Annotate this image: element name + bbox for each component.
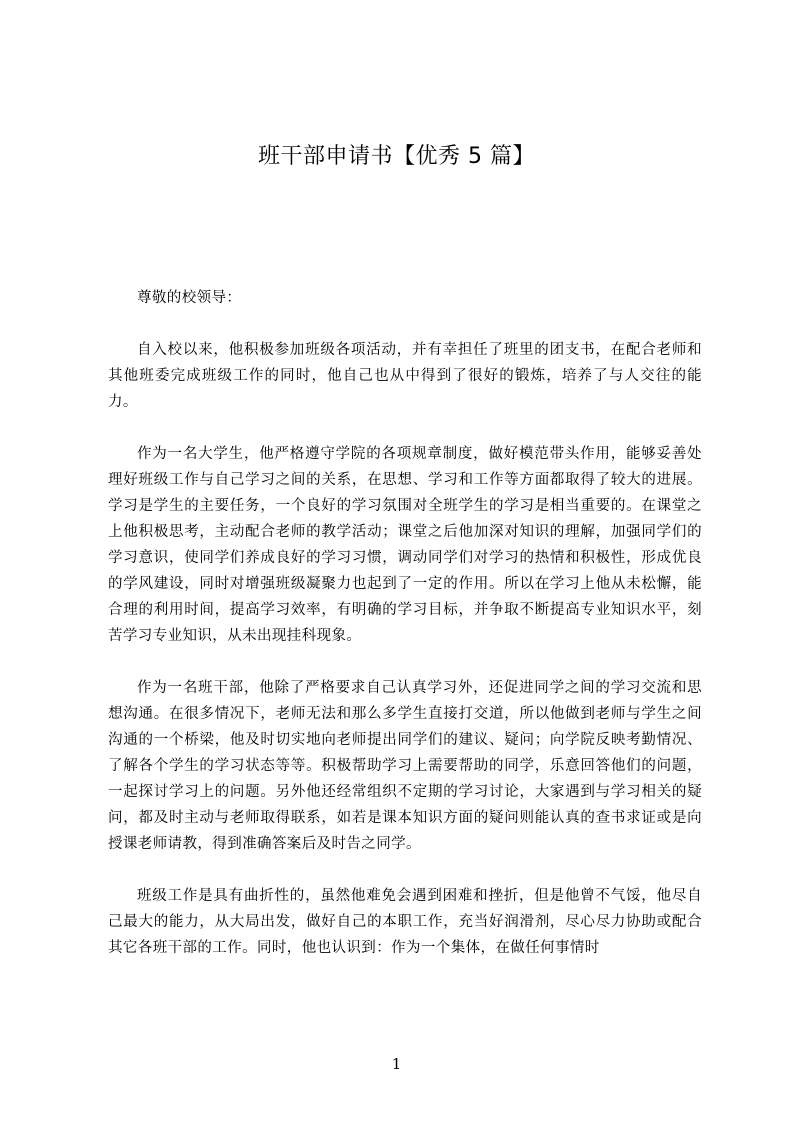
paragraph-1: 自入校以来，他积极参加班级各项活动，并有幸担任了班里的团支书，在配合老师和其他班委完成班级工作的同时，他自己也从中得到了很好的锻炼，培养了与人交往的能力。 [108, 342, 702, 410]
page-number: 1 [391, 1055, 402, 1073]
document-title: 班干部申请书【优秀 5 篇】 [258, 144, 535, 169]
salutation: 尊敬的校领导： [137, 290, 242, 306]
paragraph-4: 班级工作是具有曲折性的，虽然他难免会遇到困难和挫折，但是他曾不气馁，他尽自己最大的能力，从大局出发，做好自己的本职工作，充当好润滑剂，尽心尽力协助或配合其它各班干部的工作。同时，他也认识到：作为一个集体，在做任何事情时 [108, 888, 702, 956]
document-body [108, 285, 702, 987]
paragraph-2: 作为一名大学生，他严格遵守学院的各项规章制度，做好模范带头作用，能够妥善处理好班级工作与自己学习之间的关系，在思想、学习和工作等方面都取得了较大的进展。学习是学生的主要任务，一个良好的学习氛围对全班学生的学习是相当重要的。在课堂之上他积极思考，主动配合老师的教学活动；课堂之后他加深对知识的理解，加强同学们的学习意识，使同学们养成良好的学习习惯，调动同学们对学习的热情和积极性，形成优良的学风建设，同时对增强班级凝聚力也起到了一定的作用。所以在学习上他从未松懈，能合理的利用时间，提高学习效率，有明确的学习目标，并争取不断提高专业知识水平，刻苦学习专业知识，从未出现挂科现象。 [108, 446, 702, 644]
paragraph-3: 作为一名班干部，他除了严格要求自己认真学习外，还促进同学之间的学习交流和思想沟通。在很多情况下，老师无法和那么多学生直接打交道，所以他做到老师与学生之间沟通的一个桥梁，他及时切实地向老师提出同学们的建议、疑问；向学院反映考勤情况、了解各个学生的学习状态等等。积极帮助学习上需要帮助的同学，乐意回答他们的问题，一起探讨学习上的问题。另外他还经常组织不定期的学习讨论，大家遇到与学习相关的疑问，都及时主动与老师取得联系，如若是课本知识方面的疑问则能认真的查书求证或是向授课老师请教，得到准确答案后及时告之同学。 [108, 680, 702, 852]
